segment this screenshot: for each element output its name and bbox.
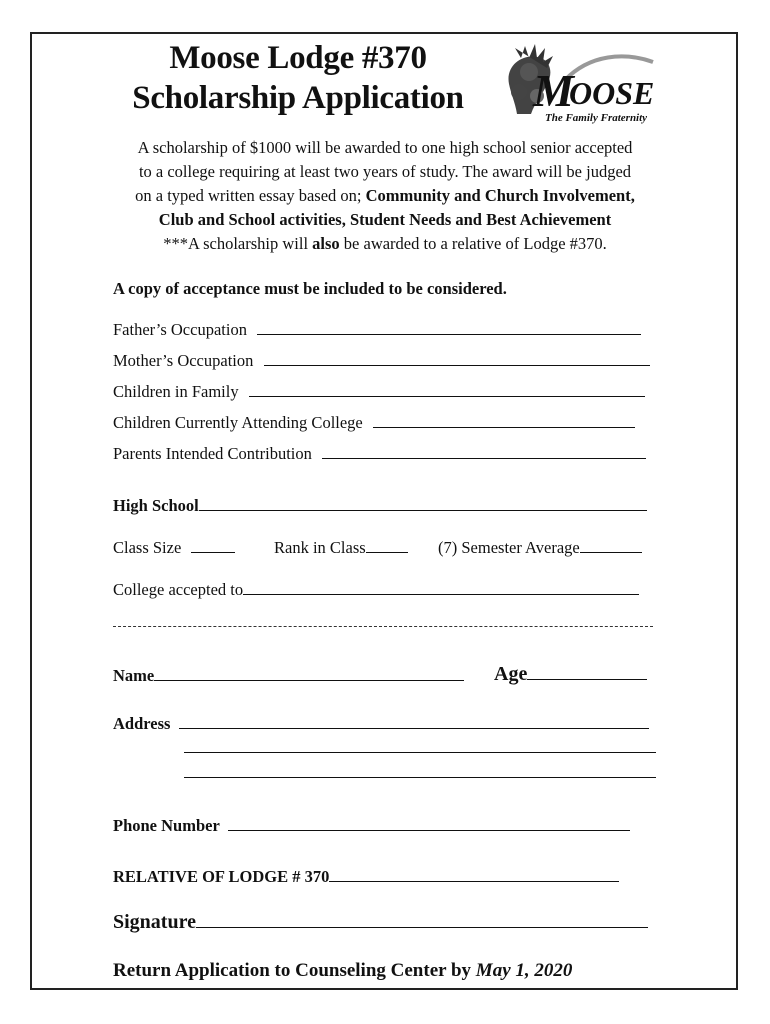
age-field[interactable]: Age — [494, 664, 647, 685]
rank-in-class-field[interactable]: Rank in Class — [274, 538, 408, 558]
high-school-field[interactable]: High School — [113, 496, 647, 516]
intro-line: A scholarship of $1000 will be awarded to one high school senior accepted — [137, 138, 633, 157]
address-line-1[interactable] — [179, 714, 649, 729]
logo-initial: M — [533, 65, 574, 116]
intro-line: to a college requiring at least two years of study. The award will be judged — [138, 162, 632, 181]
moose-logo — [495, 44, 660, 126]
semester-average-field[interactable]: (7) Semester Average — [438, 538, 642, 558]
children-in-family-line[interactable] — [249, 382, 645, 397]
page-title-line1: Moose Lodge #370 — [169, 40, 427, 76]
relative-line[interactable] — [329, 867, 619, 882]
mother-occupation-line[interactable] — [264, 351, 650, 366]
high-school-line[interactable] — [199, 496, 647, 511]
name-line[interactable] — [154, 666, 464, 681]
name-field[interactable]: Name — [113, 666, 464, 686]
mother-occupation-field[interactable]: Mother’s Occupation — [113, 351, 650, 371]
rank-in-class-line[interactable] — [366, 538, 408, 553]
address-line-2[interactable] — [184, 752, 656, 753]
parents-contribution-line[interactable] — [322, 444, 646, 459]
intro-line: Club and School activities, Student Needs and Best Achievement — [158, 210, 612, 229]
logo-tagline: The Family Fraternity — [545, 112, 648, 124]
father-occupation-line[interactable] — [257, 320, 641, 335]
intro-line: on a typed written essay based on; Community and Church Involvement, — [135, 186, 635, 205]
return-instructions: Return Application to Counseling Center by May 1, 2020 — [113, 960, 573, 981]
children-attending-college-line[interactable] — [373, 413, 635, 428]
college-accepted-field[interactable]: College accepted to — [113, 580, 639, 600]
children-attending-college-field[interactable]: Children Currently Attending College — [113, 413, 635, 433]
phone-number-line[interactable] — [228, 816, 630, 831]
parents-contribution-field[interactable]: Parents Intended Contribution — [113, 444, 646, 464]
intro-line: ***A scholarship will also be awarded to a relative of Lodge #370. — [163, 234, 607, 253]
class-size-line[interactable] — [191, 538, 235, 553]
semester-average-line[interactable] — [580, 538, 642, 553]
father-occupation-field[interactable]: Father’s Occupation — [113, 320, 641, 340]
relative-field[interactable]: RELATIVE OF LODGE # 370 — [113, 867, 619, 887]
college-accepted-line[interactable] — [243, 580, 639, 595]
deadline-date: May 1, 2020 — [475, 960, 573, 981]
class-size-field[interactable]: Class Size — [113, 538, 235, 558]
acceptance-notice: A copy of acceptance must be included to be considered. — [113, 279, 507, 298]
signature-field[interactable]: Signature — [113, 912, 648, 933]
phone-number-field[interactable]: Phone Number — [113, 816, 630, 836]
logo-word: OOSE — [569, 75, 655, 111]
children-in-family-field[interactable]: Children in Family — [113, 382, 645, 402]
page-title-line2: Scholarship Application — [132, 80, 464, 116]
address-field[interactable]: Address — [113, 714, 649, 734]
address-line-3[interactable] — [184, 777, 656, 778]
age-line[interactable] — [527, 665, 647, 680]
signature-line[interactable] — [196, 913, 648, 928]
section-divider — [113, 626, 653, 627]
intro-paragraph — [100, 136, 670, 256]
